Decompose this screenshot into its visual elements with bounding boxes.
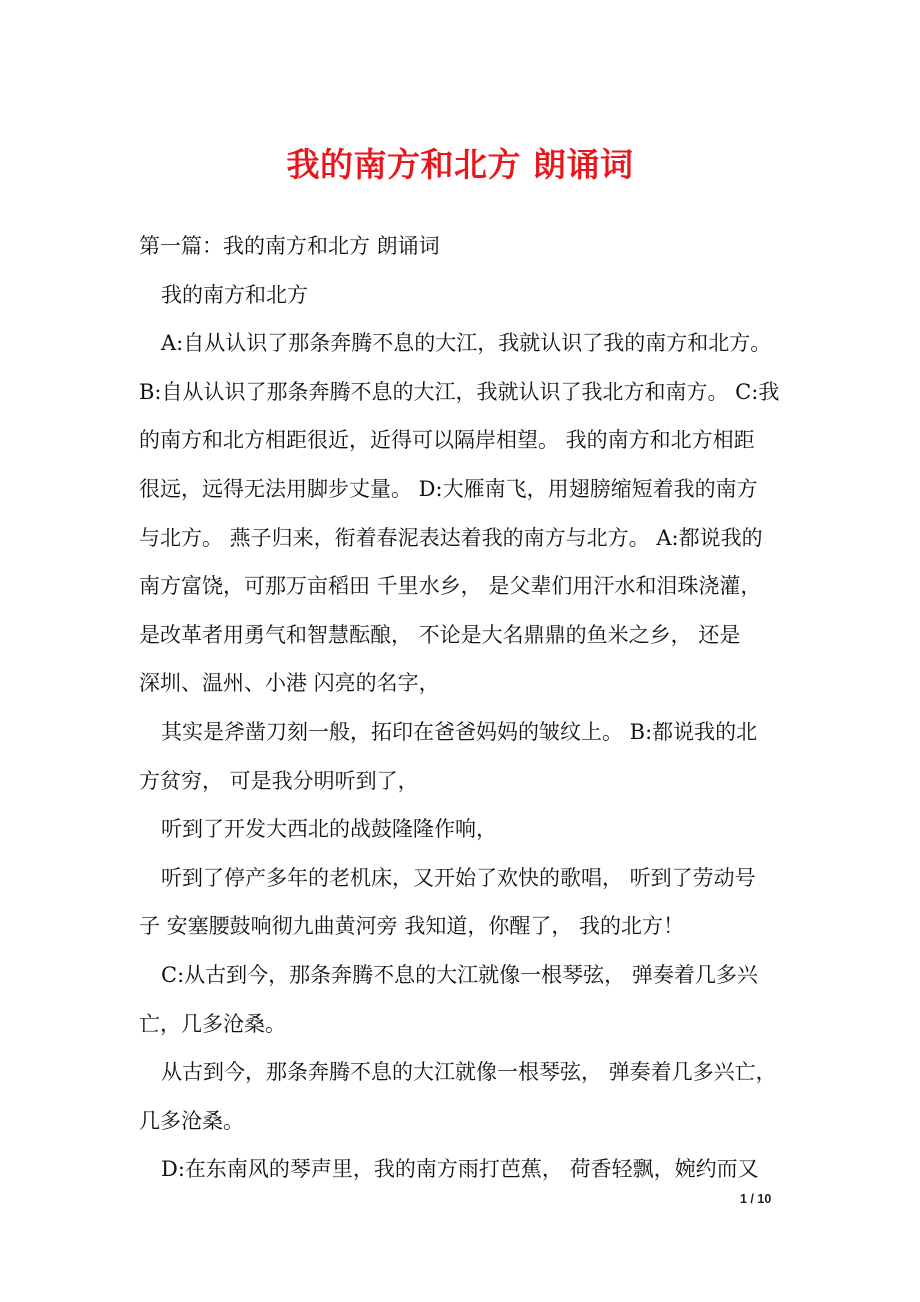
- text-line-4: B:自从认识了那条奔腾不息的大江，我就认识了我北方和南方。 C:我: [139, 379, 780, 404]
- text-line-19: 几多沧桑。: [139, 1108, 244, 1133]
- text-line-17: 亡，几多沧桑。: [139, 1011, 286, 1036]
- text-line-6: 很远，远得无法用脚步丈量。 D:大雁南飞，用翅膀缩短着我的南方: [139, 476, 758, 501]
- text-line-10: 深圳、温州、小港 闪亮的名字，: [139, 671, 440, 696]
- text-line-8: 南方富饶，可那万亩稻田 千里水乡， 是父辈们用汗水和泪珠浇灌，: [139, 574, 762, 599]
- text-line-5: 的南方和北方相距很近，近得可以隔岸相望。 我的南方和北方相距: [139, 428, 755, 453]
- text-line-2: 我的南方和北方: [161, 282, 308, 307]
- text-line-13: 听到了开发大西北的战鼓隆隆作响，: [161, 817, 497, 842]
- page-indicator: 1 / 10: [740, 1192, 772, 1206]
- text-line-3: A:自从认识了那条奔腾不息的大江，我就认识了我的南方和北方。: [161, 331, 772, 356]
- text-line-18: 从古到今，那条奔腾不息的大江就像一根琴弦， 弹奏着几多兴亡，: [161, 1060, 777, 1085]
- text-line-14: 听到了停产多年的老机床，又开始了欢快的歌唱， 听到了劳动号: [161, 865, 756, 890]
- text-line-12: 方贫穷， 可是我分明听到了，: [139, 768, 419, 793]
- text-line-11: 其实是斧凿刀刻一般，拓印在爸爸妈妈的皱纹上。 B:都说我的北: [161, 719, 758, 744]
- text-line-16: C:从古到今，那条奔腾不息的大江就像一根琴弦， 弹奏着几多兴: [161, 962, 758, 987]
- document-title: 我的南方和北方 朗诵词: [286, 145, 634, 184]
- text-line-15: 子 安塞腰鼓响彻九曲黄河旁 我知道，你醒了， 我的北方！: [139, 914, 685, 939]
- text-line-9: 是改革者用勇气和智慧酝酿， 不论是大名鼎鼎的鱼米之乡， 还是: [139, 622, 741, 647]
- document-body: [139, 222, 799, 1194]
- text-line-1: 第一篇：我的南方和北方 朗诵词: [139, 234, 440, 258]
- text-line-20: D:在东南风的琴声里，我的南方雨打芭蕉， 荷香轻飘，婉约而又: [161, 1157, 759, 1182]
- text-line-7: 与北方。 燕子归来，衔着春泥表达着我的南方与北方。 A:都说我的: [139, 525, 763, 550]
